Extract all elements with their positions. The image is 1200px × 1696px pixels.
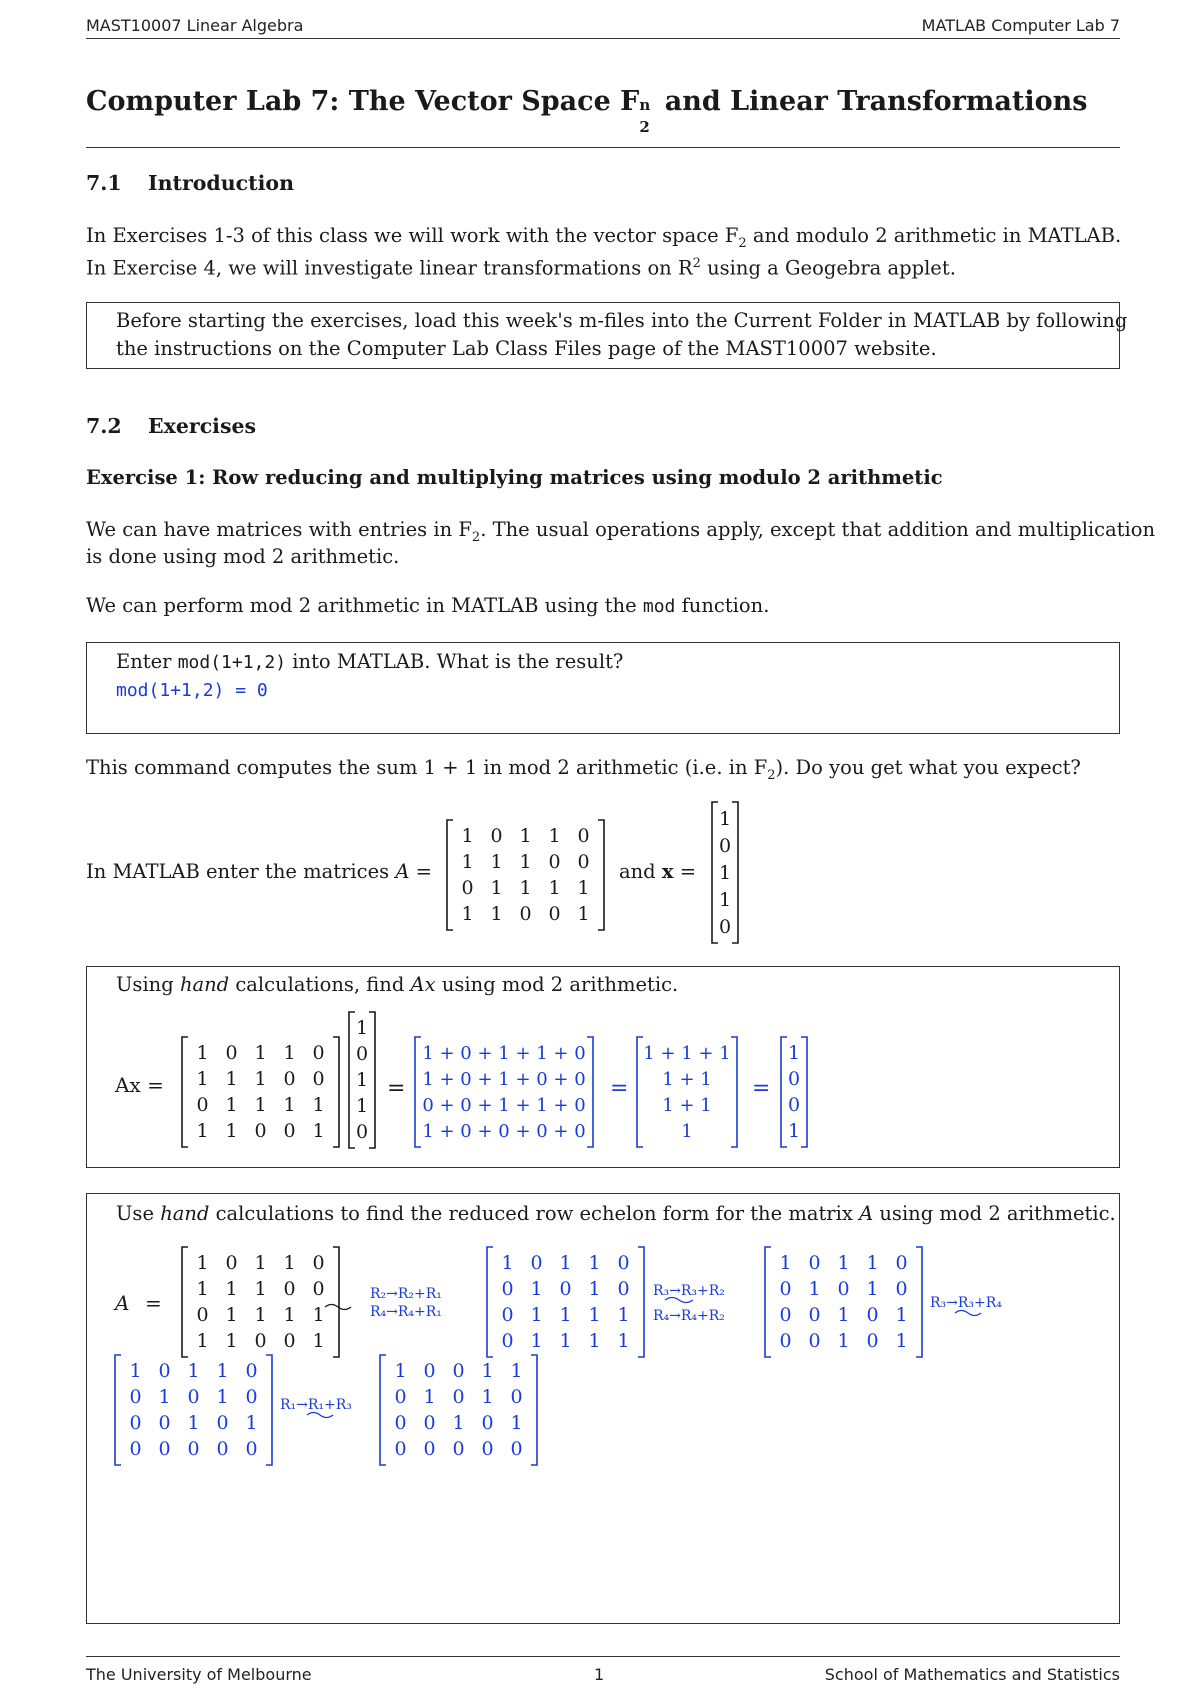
op-R2-R2-plus-R1: R₂→R₂+R₁ xyxy=(370,1286,442,1302)
matrix-step1-entry: 1 xyxy=(588,1330,601,1352)
matrix-step1-left-bracket xyxy=(487,1247,493,1357)
ax-matrix-A-entry: 1 xyxy=(196,1042,209,1064)
ax-matrix-A-left-bracket xyxy=(182,1037,188,1147)
matrix-step1-entry: 0 xyxy=(617,1278,630,1300)
simplified-vector-right-bracket xyxy=(731,1037,737,1147)
matrix-step1-entry: 1 xyxy=(530,1304,543,1326)
matrix-step1-entry: 1 xyxy=(617,1330,630,1352)
ax-vector-x-entry: 1 xyxy=(355,1095,369,1117)
result-vector-left-bracket xyxy=(781,1037,787,1147)
matrix-step3-entry: 1 xyxy=(216,1386,229,1408)
matrix-step4-right-bracket xyxy=(531,1355,537,1465)
op-R3-R3-plus-R2: R₃→R₃+R₂ xyxy=(653,1283,725,1299)
matrix-step3-right-bracket xyxy=(266,1355,272,1465)
op-R1-R1-plus-R3: R₁→R₁+R₃ xyxy=(280,1397,352,1413)
matrix-step2-entry: 1 xyxy=(866,1278,879,1300)
matrix-step2-left-bracket xyxy=(765,1247,771,1357)
matrix-A-left-bracket xyxy=(447,820,453,930)
question-box-mod xyxy=(86,642,1120,734)
rref-matrix-A-right-bracket xyxy=(333,1247,339,1357)
matrix-step4-entry: 0 xyxy=(452,1438,465,1460)
ax-matrix-A-entry: 1 xyxy=(196,1120,209,1142)
matrix-A-entry: 1 xyxy=(461,903,474,925)
rref-matrix-A-entry: 0 xyxy=(312,1278,325,1300)
matrix-step2-entry: 1 xyxy=(808,1278,821,1300)
section-exercises-heading: 7.2 Exercises xyxy=(86,414,257,438)
matrix-step3-entry: 0 xyxy=(158,1438,171,1460)
sums-vector-entry: 1 + 0 + 1 + 0 + 0 xyxy=(422,1069,586,1090)
ax-matrix-A-entry: 0 xyxy=(283,1120,296,1142)
matrix-A-entry: 1 xyxy=(461,851,474,873)
rref-matrix-A-entry: 1 xyxy=(254,1278,267,1300)
vector-x-entry: 1 xyxy=(718,889,732,911)
ax-matrix-A-entry: 0 xyxy=(283,1068,296,1090)
matrix-step4-left-bracket xyxy=(380,1355,386,1465)
ax-matrix-A-entry: 0 xyxy=(312,1068,325,1090)
exercise1-title: Exercise 1: Row reducing and multiplying matrices using modulo 2 arithmetic xyxy=(86,466,943,489)
matrix-step2-right-bracket xyxy=(916,1247,922,1357)
matrix-step4-entry: 0 xyxy=(510,1386,523,1408)
question-rref-text: Use hand calculations to find the reduced row echelon form for the matrix A using mod 2 arithmetic. xyxy=(116,1202,1116,1225)
matrix-step2-entry: 0 xyxy=(808,1330,821,1352)
matrix-step1-entry: 0 xyxy=(617,1252,630,1274)
ax-matrix-A-entry: 1 xyxy=(312,1120,325,1142)
matrix-step4-entry: 0 xyxy=(423,1438,436,1460)
matrix-step3-entry: 0 xyxy=(129,1386,142,1408)
intro-paragraph-line2: In Exercise 4, we will investigate linear transformations on $R^2$ using a Geogebra applet. xyxy=(86,256,956,280)
sums-vector-entry: 1 + 0 + 0 + 0 + 0 xyxy=(422,1121,586,1142)
ax-matrix-A-entry: 1 xyxy=(312,1094,325,1116)
matrix-A-entry: 1 xyxy=(461,825,474,847)
ax-matrix-A-entry: 1 xyxy=(225,1120,238,1142)
matrix-step1-entry: 0 xyxy=(501,1304,514,1326)
matrix-step1-entry: 1 xyxy=(588,1304,601,1326)
rref-matrix-A-entry: 1 xyxy=(312,1304,325,1326)
ax-equals-3: = xyxy=(752,1076,771,1101)
sums-vector-right-bracket xyxy=(587,1037,593,1147)
ax-matrix-A-entry: 1 xyxy=(196,1068,209,1090)
instructions-line1: Before starting the exercises, load this week's m-files into the Current Folder in MATLAB by following xyxy=(116,309,1128,332)
vector-x-entry: 1 xyxy=(718,808,732,830)
similar-symbol xyxy=(325,1305,351,1310)
ax-equals-2: = xyxy=(610,1076,629,1101)
ax-vector-x-entry: 1 xyxy=(355,1017,369,1039)
section-introduction-heading: 7.1 Introduction xyxy=(86,171,294,195)
header-rule xyxy=(86,38,1120,39)
enter-and-x: and x = xyxy=(619,860,697,883)
matrix-step1-entry: 1 xyxy=(588,1278,601,1300)
matrix-step1-entry: 1 xyxy=(617,1304,630,1326)
vector-x-right-bracket xyxy=(732,802,738,943)
rref-matrix-A-entry: 1 xyxy=(196,1252,209,1274)
matrix-A-entry: 0 xyxy=(548,851,561,873)
enter-matrices-text: In MATLAB enter the matrices A = xyxy=(86,860,432,883)
exercise1-paragraph-line1: We can have matrices with entries in $F_2$. The usual operations apply, except that addition and multiplication xyxy=(86,518,1156,545)
exercise1-paragraph-mod: We can perform mod 2 arithmetic in MATLAB using the mod function. xyxy=(86,594,770,617)
ax-matrix-A-entry: 0 xyxy=(196,1094,209,1116)
rref-matrix-A-entry: 1 xyxy=(225,1330,238,1352)
matrix-step2-entry: 1 xyxy=(837,1330,850,1352)
matrix-step1-entry: 0 xyxy=(559,1278,572,1300)
simplified-vector-left-bracket xyxy=(637,1037,643,1147)
ax-vector-x-entry: 0 xyxy=(355,1121,369,1143)
ax-vector-x-entry: 1 xyxy=(355,1069,369,1091)
ax-matrix-A-entry: 1 xyxy=(283,1042,296,1064)
footer-left: The University of Melbourne xyxy=(86,1665,312,1684)
matrix-A-entry: 1 xyxy=(519,851,532,873)
matrix-step2-entry: 1 xyxy=(837,1304,850,1326)
question-Ax-text: Using hand calculations, find Ax using mod 2 arithmetic. xyxy=(116,973,679,996)
matrix-A-entry: 0 xyxy=(548,903,561,925)
matrix-A-entry: 1 xyxy=(519,825,532,847)
op-R4-R4-plus-R2: R₄→R₄+R₂ xyxy=(653,1308,725,1324)
matrix-step4-entry: 0 xyxy=(452,1360,465,1382)
question-box-Ax xyxy=(86,966,1120,1168)
matrix-step3-entry: 0 xyxy=(158,1360,171,1382)
rref-matrix-A-entry: 1 xyxy=(254,1304,267,1326)
matrix-A-entry: 1 xyxy=(490,877,503,899)
matrix-step2-entry: 1 xyxy=(895,1330,908,1352)
rref-matrix-A-left-bracket xyxy=(182,1247,188,1357)
matrix-step2-entry: 0 xyxy=(779,1304,792,1326)
matrix-step3-entry: 0 xyxy=(245,1438,258,1460)
matrix-step3-entry: 0 xyxy=(187,1438,200,1460)
matrix-step2-entry: 1 xyxy=(895,1304,908,1326)
rref-matrix-A-entry: 1 xyxy=(312,1330,325,1352)
page-title: Computer Lab 7: The Vector Space F n 2 and Linear Transformations xyxy=(86,86,1088,136)
ax-equals-1: = xyxy=(387,1076,406,1101)
ax-vector-x-entry: 0 xyxy=(355,1043,369,1065)
matrix-step4-entry: 0 xyxy=(423,1412,436,1434)
matrix-step3-entry: 0 xyxy=(216,1438,229,1460)
result-vector-entry: 0 xyxy=(787,1068,801,1090)
ax-matrix-A-entry: 1 xyxy=(225,1094,238,1116)
similar-symbol-3 xyxy=(955,1311,981,1316)
rref-matrix-A-entry: 0 xyxy=(283,1330,296,1352)
matrix-step2-entry: 0 xyxy=(779,1330,792,1352)
matrix-step1-entry: 1 xyxy=(588,1252,601,1274)
matrix-A-entry: 1 xyxy=(490,903,503,925)
matrix-step4-entry: 1 xyxy=(510,1412,523,1434)
instructions-line2: the instructions on the Computer Lab Class Files page of the MAST10007 website. xyxy=(116,337,937,360)
rref-matrix-A-entry: 0 xyxy=(283,1278,296,1300)
matrix-step4-entry: 1 xyxy=(394,1360,407,1382)
matrix-step3-entry: 0 xyxy=(158,1412,171,1434)
similar-symbol-4 xyxy=(307,1413,333,1418)
intro-paragraph-line1: In Exercises 1-3 of this class we will work with the vector space $F_2$ and modulo 2 arithmetic in MATLAB. xyxy=(86,224,1122,251)
result-vector-entry: 0 xyxy=(787,1094,801,1116)
matrix-step3-entry: 1 xyxy=(129,1360,142,1382)
rref-matrix-A-entry: 1 xyxy=(196,1278,209,1300)
matrix-step2-entry: 0 xyxy=(808,1304,821,1326)
simplified-vector-entry: 1 + 1 xyxy=(662,1095,712,1116)
matrix-definitions xyxy=(0,800,800,950)
running-header-left: MAST10007 Linear Algebra xyxy=(86,16,304,35)
matrix-step4-entry: 0 xyxy=(423,1360,436,1382)
rref-matrix-A-entry: 0 xyxy=(312,1252,325,1274)
matrix-step2-entry: 0 xyxy=(808,1252,821,1274)
matrix-step4-entry: 1 xyxy=(452,1412,465,1434)
matrix-step4-entry: 1 xyxy=(423,1386,436,1408)
matrix-step2-entry: 0 xyxy=(895,1278,908,1300)
Ax-computation xyxy=(87,1007,1117,1167)
answer-mod: mod(1+1,2) = 0 xyxy=(116,680,268,701)
matrix-step3-entry: 1 xyxy=(187,1360,200,1382)
rref-matrix-A-entry: 1 xyxy=(225,1278,238,1300)
matrix-step1-entry: 1 xyxy=(559,1252,572,1274)
ax-matrix-A-entry: 0 xyxy=(254,1120,267,1142)
matrix-step4-entry: 1 xyxy=(510,1360,523,1382)
matrix-step1-entry: 1 xyxy=(530,1278,543,1300)
matrix-step3-entry: 1 xyxy=(158,1386,171,1408)
rref-matrix-A-entry: 1 xyxy=(283,1304,296,1326)
result-vector-entry: 1 xyxy=(787,1042,801,1064)
matrix-A-entry: 1 xyxy=(577,877,590,899)
matrix-step3-entry: 0 xyxy=(245,1386,258,1408)
sums-vector-left-bracket xyxy=(415,1037,421,1147)
title-rule xyxy=(86,147,1120,148)
matrix-step4-entry: 0 xyxy=(394,1386,407,1408)
matrix-step4-entry: 0 xyxy=(481,1412,494,1434)
matrix-step3-entry: 0 xyxy=(187,1386,200,1408)
matrix-A-entry: 1 xyxy=(519,877,532,899)
ax-matrix-A-right-bracket xyxy=(333,1037,339,1147)
matrix-A-entry: 1 xyxy=(548,877,561,899)
matrix-step4-entry: 0 xyxy=(394,1438,407,1460)
matrix-step2-entry: 0 xyxy=(866,1330,879,1352)
rref-A-label: A xyxy=(115,1291,130,1315)
op-R4-R4-plus-R1: R₄→R₄+R₁ xyxy=(370,1304,442,1320)
rref-matrix-A-entry: 0 xyxy=(254,1330,267,1352)
instructions-box xyxy=(86,302,1128,369)
result-vector-right-bracket xyxy=(801,1037,807,1147)
matrix-step3-entry: 0 xyxy=(245,1360,258,1382)
rref-matrix-A-entry: 1 xyxy=(254,1252,267,1274)
matrix-step1-entry: 1 xyxy=(559,1304,572,1326)
matrix-step4-entry: 0 xyxy=(481,1438,494,1460)
matrix-step2-entry: 1 xyxy=(866,1252,879,1274)
matrix-step3-entry: 1 xyxy=(245,1412,258,1434)
matrix-step3-entry: 1 xyxy=(187,1412,200,1434)
page-number: 1 xyxy=(594,1665,605,1684)
ax-matrix-A-entry: 0 xyxy=(312,1042,325,1064)
result-vector-entry: 1 xyxy=(787,1120,801,1142)
question-box-rref xyxy=(86,1193,1120,1624)
matrix-step1-entry: 0 xyxy=(501,1278,514,1300)
matrix-step1-entry: 1 xyxy=(501,1252,514,1274)
vector-x-left-bracket xyxy=(712,802,718,943)
matrix-A-entry: 0 xyxy=(461,877,474,899)
matrix-A-entry: 1 xyxy=(577,903,590,925)
vector-x-entry: 0 xyxy=(718,916,732,938)
ax-matrix-A-entry: 1 xyxy=(254,1094,267,1116)
matrix-step1-entry: 0 xyxy=(530,1252,543,1274)
rref-matrix-A-entry: 1 xyxy=(196,1330,209,1352)
ax-matrix-A-entry: 1 xyxy=(254,1068,267,1090)
exercise1-paragraph-line2: is done using mod 2 arithmetic. xyxy=(86,545,400,568)
op-R3-R3-plus-R4: R₃→R₃+R₄ xyxy=(930,1295,1002,1311)
matrix-step2-entry: 0 xyxy=(779,1278,792,1300)
matrix-step3-entry: 0 xyxy=(129,1438,142,1460)
ax-vector-x-left-bracket xyxy=(349,1012,355,1148)
vector-x-entry: 1 xyxy=(718,862,732,884)
rref-matrix-A-entry: 1 xyxy=(225,1304,238,1326)
ax-matrix-A-entry: 1 xyxy=(283,1094,296,1116)
footer-rule xyxy=(86,1656,1120,1657)
matrix-A-entry: 1 xyxy=(548,825,561,847)
matrix-step4-entry: 0 xyxy=(510,1438,523,1460)
matrix-step4-entry: 1 xyxy=(481,1360,494,1382)
matrix-step4-entry: 1 xyxy=(481,1386,494,1408)
matrix-step2-entry: 0 xyxy=(895,1252,908,1274)
matrix-step4-entry: 0 xyxy=(394,1412,407,1434)
rref-computation xyxy=(87,1240,1117,1480)
rref-matrix-A-entry: 0 xyxy=(196,1304,209,1326)
matrix-step3-entry: 0 xyxy=(216,1412,229,1434)
ax-matrix-A-entry: 1 xyxy=(254,1042,267,1064)
matrix-step1-entry: 1 xyxy=(530,1330,543,1352)
sums-vector-entry: 0 + 0 + 1 + 1 + 0 xyxy=(422,1095,586,1116)
rref-matrix-A-entry: 1 xyxy=(283,1252,296,1274)
simplified-vector-entry: 1 + 1 + 1 xyxy=(643,1043,731,1064)
matrix-step3-left-bracket xyxy=(115,1355,121,1465)
rref-equals: = xyxy=(145,1291,162,1315)
matrix-step2-entry: 0 xyxy=(866,1304,879,1326)
matrix-A-entry: 0 xyxy=(577,825,590,847)
matrix-step1-entry: 1 xyxy=(559,1330,572,1352)
sums-vector-entry: 1 + 0 + 1 + 1 + 0 xyxy=(422,1043,586,1064)
ax-matrix-A-entry: 0 xyxy=(225,1042,238,1064)
simplified-vector-entry: 1 + 1 xyxy=(662,1069,712,1090)
vector-x-entry: 0 xyxy=(718,835,732,857)
matrix-A-entry: 1 xyxy=(490,851,503,873)
simplified-vector-entry: 1 xyxy=(681,1121,693,1142)
Ax-label: Ax = xyxy=(115,1073,164,1097)
ax-vector-x-right-bracket xyxy=(369,1012,375,1148)
matrix-step3-entry: 0 xyxy=(129,1412,142,1434)
matrix-A-entry: 0 xyxy=(577,851,590,873)
matrix-step3-entry: 1 xyxy=(216,1360,229,1382)
question-mod-text: Enter mod(1+1,2) into MATLAB. What is the result? xyxy=(116,650,624,673)
matrix-step2-entry: 0 xyxy=(837,1278,850,1300)
matrix-A-right-bracket xyxy=(598,820,604,930)
rref-matrix-A-entry: 0 xyxy=(225,1252,238,1274)
matrix-A-entry: 0 xyxy=(490,825,503,847)
matrix-A-entry: 0 xyxy=(519,903,532,925)
matrix-step1-right-bracket xyxy=(638,1247,644,1357)
matrix-step2-entry: 1 xyxy=(837,1252,850,1274)
footer-right: School of Mathematics and Statistics xyxy=(824,1665,1120,1684)
running-header-right: MATLAB Computer Lab 7 xyxy=(921,16,1120,35)
matrix-step4-entry: 0 xyxy=(452,1386,465,1408)
ax-matrix-A-entry: 1 xyxy=(225,1068,238,1090)
matrix-step2-entry: 1 xyxy=(779,1252,792,1274)
matrix-step1-entry: 0 xyxy=(501,1330,514,1352)
sum-paragraph: This command computes the sum 1 + 1 in mod 2 arithmetic (i.e. in $F_2$). Do you get what you expect? xyxy=(86,756,1081,783)
